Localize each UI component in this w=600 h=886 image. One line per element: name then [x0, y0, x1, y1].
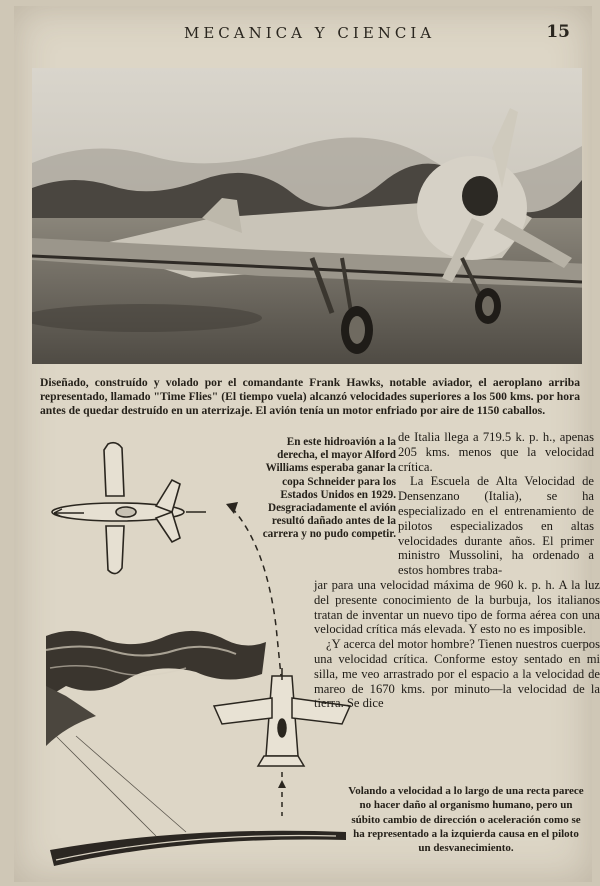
article-paragraph: jar para una velocidad máxima de 960 k. p. h. A la luz del presente conocimiento de la burbuja, los italianos tratan de inventar un nuevo tipo de forma aérea con una velocidad crítica más elevada. Y esto no es imposible.: [314, 578, 600, 637]
airplane-photo: [32, 68, 582, 364]
airplane-photo-drawing: [32, 68, 582, 364]
cloud-formation: [46, 631, 266, 746]
photo-caption: Diseñado, construído y volado por el comandante Frank Hawks, notable aviador, el aeroplano arriba representado, llamado "Time Flies" (El tiempo vuela) alcanzó velocidades superiores a los 500 kms. por hora antes de quedar destruído en un aterrizaje. El avión tenía un motor enfriado por aire de 1150 caballos.: [40, 376, 580, 417]
seaplane-top-icon: [52, 443, 184, 574]
magazine-page: [14, 6, 600, 882]
article-column-narrow: [398, 430, 594, 578]
illustration-caption: Volando a velocidad a lo largo de una recta parece no hacer daño al organismo humano, pero un súbito cambio de dirección o aceleración como se ha representado a la izquierda causa en el piloto un desvanecimiento.: [348, 785, 584, 855]
running-header: MECANICA Y CIENCIA: [184, 24, 436, 42]
side-caption: En este hidroavión a la derecha, el mayor Alford Williams esperaba ganar la copa Schneider para los Estados Unidos en 1929. Desgraciadamente el avión resultó dañado antes de la carrera y no pudo competir.: [262, 436, 396, 541]
ground-horizon: [50, 736, 346, 866]
article-column-wide: [314, 578, 600, 711]
article-paragraph: ¿Y acerca del motor hombre? Tienen nuestros cuerpos una velocidad crítica. Conforme estoy sentado en mi silla, me veo arrastrado por el espacio a la velocidad de mareo de 1670 kms. por minuto—la velocidad de la tierra. Se dice: [314, 637, 600, 711]
article-paragraph: La Escuela de Alta Velocidad de Densenzano (Italia), se ha especializado en el entrenamiento de pilotos especializados en altas velocidades durante años. El primer ministro Mussolini, ha ordenado a estos hombres traba-: [398, 474, 594, 578]
page-number: 15: [546, 22, 570, 42]
article-paragraph: de Italia llega a 719.5 k. p. h., apenas 205 kms. menos que la velocidad crítica.: [398, 430, 594, 474]
